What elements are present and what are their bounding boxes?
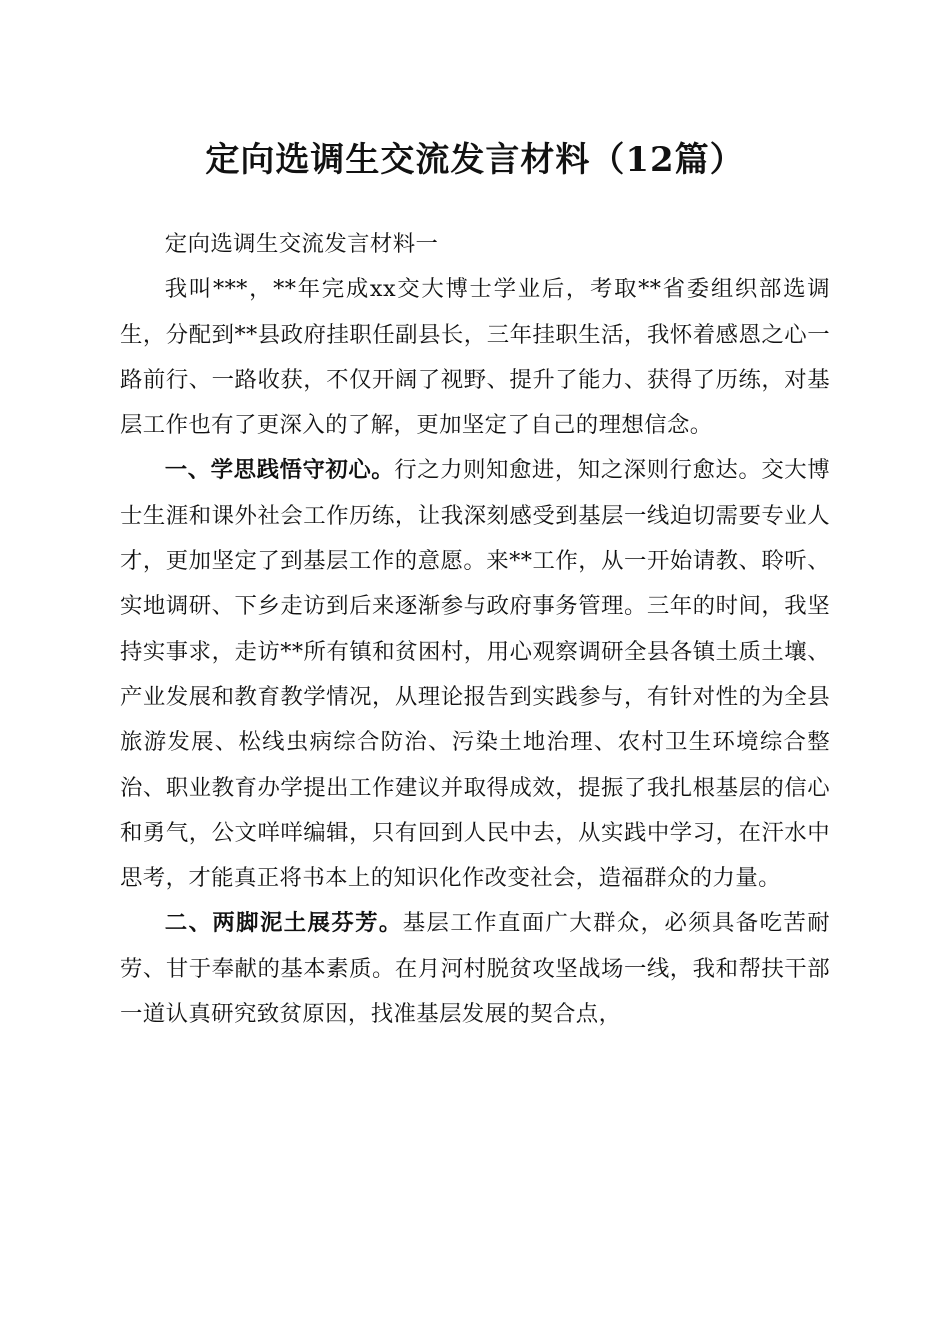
paragraph-section-2 (120, 901, 830, 1037)
paragraph-section-1 (120, 448, 830, 901)
section-subtitle: 定向选调生交流发言材料一 (164, 231, 439, 257)
paragraph-text: 我叫***，**年完成xx交大博士学业后，考取**省委组织部选调生，分配到**县政府挂职任副县长，三年挂职生活，我怀着感恩之心一路前行、一路收获，不仅开阔了视野、提升了能力、获得了历练，对基层工作也有了更深入的了解，更加坚定了自己的理想信念。 (120, 276, 830, 439)
document-body (120, 222, 830, 1037)
paragraph-text: 行之力则知愈进，知之深则行愈达。交大博士生涯和课外社会工作历练，让我深刻感受到基层一线迫切需要专业人才，更加坚定了到基层工作的意愿。来**工作，从一开始请教、聆听、实地调研、下乡走访到后来逐渐参与政府事务管理。三年的时间，我坚持实事求，走访**所有镇和贫困村，用心观察调研全县各镇土质土壤、产业发展和教育教学情况，从理论报告到实践参与，有针对性的为全县旅游发展、松线虫病综合防治、污染土地治理、农村卫生环境综合整治、职业教育办学提出工作建议并取得成效，提振了我扎根基层的信心和勇气，公文咩咩编辑，只有回到人民中去，从实践中学习，在汗水中思考，才能真正将书本上的知识化作改变社会，造福群众的力量。 (120, 457, 830, 892)
paragraph-intro (120, 267, 830, 448)
paragraph-text: 基层工作直面广大群众，必须具备吃苦耐劳、甘于奉献的基本素质。在月河村脱贫攻坚战场一线，我和帮扶干部一道认真研究致贫原因，找准基层发展的契合点， (120, 910, 831, 1028)
section-heading: 一、学思践悟守初心。 (164, 457, 395, 484)
section-heading: 二、两脚泥土展芬芳。 (164, 910, 403, 937)
document-title: 定向选调生交流发言材料（12篇） (205, 140, 745, 180)
